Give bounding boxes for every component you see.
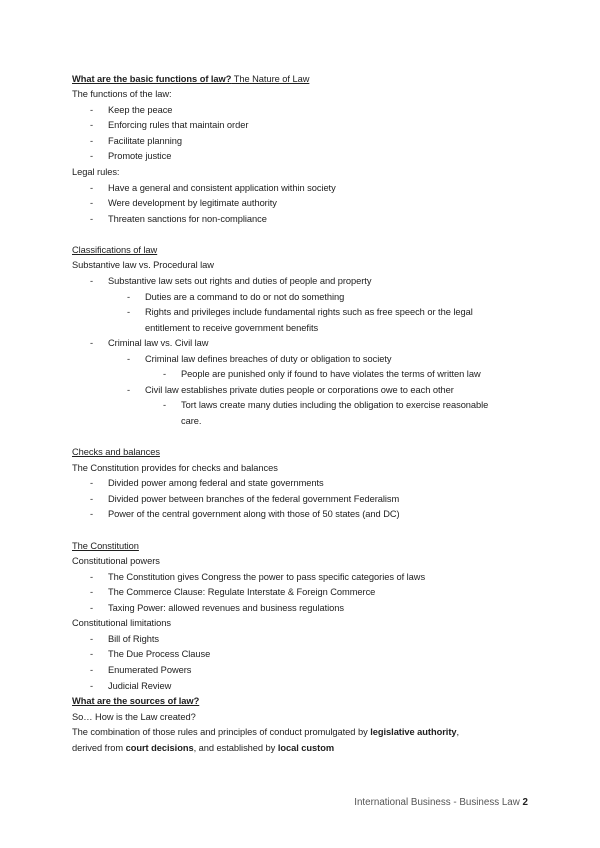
list-item: Criminal law vs. Civil law [108, 338, 209, 348]
list-item: Rights and privileges include fundamental rights such as free speech or the legal [145, 307, 473, 317]
bullet-dash: - [127, 292, 131, 302]
list-item: Judicial Review [108, 681, 172, 691]
bullet-dash: - [90, 509, 94, 519]
list-item: Have a general and consistent application within society [108, 183, 336, 193]
sources-question: So… How is the Law created? [72, 712, 196, 722]
classifications-sub: Substantive law vs. Procedural law [72, 260, 214, 270]
heading-functions: What are the basic functions of law? The Nature of Law [72, 74, 310, 84]
bullet-dash: - [90, 338, 94, 348]
list-item: Promote justice [108, 151, 172, 161]
list-item: The Constitution gives Congress the power to pass specific categories of laws [108, 572, 426, 582]
heading-checks: Checks and balances [72, 447, 160, 457]
bullet-dash: - [127, 354, 131, 364]
list-item: Criminal law defines breaches of duty or obligation to society [145, 354, 392, 364]
powers-label: Constitutional powers [72, 556, 160, 566]
list-item: Divided power among federal and state governments [108, 478, 324, 488]
bullet-dash: - [90, 681, 94, 691]
list-item-continued: entitlement to receive government benefits [145, 323, 319, 333]
bullet-dash: - [90, 214, 94, 224]
list-item: Were development by legitimate authority [108, 198, 277, 208]
sources-paragraph-line-2: derived from court decisions, and established by local custom [72, 743, 335, 753]
bullet-dash: - [163, 369, 167, 379]
sources-paragraph-line-1: The combination of those rules and principles of conduct promulgated by legislative authority, [72, 727, 460, 737]
bullet-dash: - [90, 136, 94, 146]
list-item: Bill of Rights [108, 634, 159, 644]
bullet-dash: - [90, 572, 94, 582]
list-item: The Due Process Clause [108, 649, 211, 659]
list-item: Facilitate planning [108, 136, 182, 146]
limits-label: Constitutional limitations [72, 618, 171, 628]
heading-constitution: The Constitution [72, 541, 139, 551]
bullet-dash: - [90, 276, 94, 286]
bullet-dash: - [90, 665, 94, 675]
list-item: Taxing Power: allowed revenues and business regulations [108, 603, 345, 613]
list-item-continued: care. [181, 416, 202, 426]
bullet-dash: - [90, 183, 94, 193]
page-footer: International Business - Business Law 2 [354, 797, 528, 808]
list-item: Divided power between branches of the federal government Federalism [108, 494, 400, 504]
list-item: Power of the central government along with those of 50 states (and DC) [108, 509, 400, 519]
list-item: Enforcing rules that maintain order [108, 120, 249, 130]
bullet-dash: - [90, 587, 94, 597]
bullet-dash: - [90, 649, 94, 659]
list-item: Enumerated Powers [108, 665, 192, 675]
functions-intro: The functions of the law: [72, 89, 172, 99]
bullet-dash: - [90, 478, 94, 488]
list-item: Substantive law sets out rights and duties of people and property [108, 276, 372, 286]
bullet-dash: - [127, 385, 131, 395]
list-item: The Commerce Clause: Regulate Interstate & Foreign Commerce [108, 587, 376, 597]
heading-sources: What are the sources of law? [72, 696, 200, 706]
bullet-dash: - [90, 151, 94, 161]
bullet-dash: - [90, 198, 94, 208]
list-item: Keep the peace [108, 105, 173, 115]
list-item: People are punished only if found to have violates the terms of written law [181, 369, 481, 379]
bullet-dash: - [90, 634, 94, 644]
bullet-dash: - [90, 603, 94, 613]
heading-classifications: Classifications of law [72, 245, 158, 255]
bullet-dash: - [163, 400, 167, 410]
list-item: Duties are a command to do or not do something [145, 292, 345, 302]
list-item: Threaten sanctions for non-compliance [108, 214, 267, 224]
list-item: Civil law establishes private duties people or corporations owe to each other [145, 385, 454, 395]
legal-rules-label: Legal rules: [72, 167, 120, 177]
bullet-dash: - [127, 307, 131, 317]
page-number: 2 [522, 797, 528, 808]
bullet-dash: - [90, 494, 94, 504]
list-item: Tort laws create many duties including the obligation to exercise reasonable [181, 400, 489, 410]
bullet-dash: - [90, 105, 94, 115]
bullet-dash: - [90, 120, 94, 130]
checks-intro: The Constitution provides for checks and balances [72, 463, 278, 473]
